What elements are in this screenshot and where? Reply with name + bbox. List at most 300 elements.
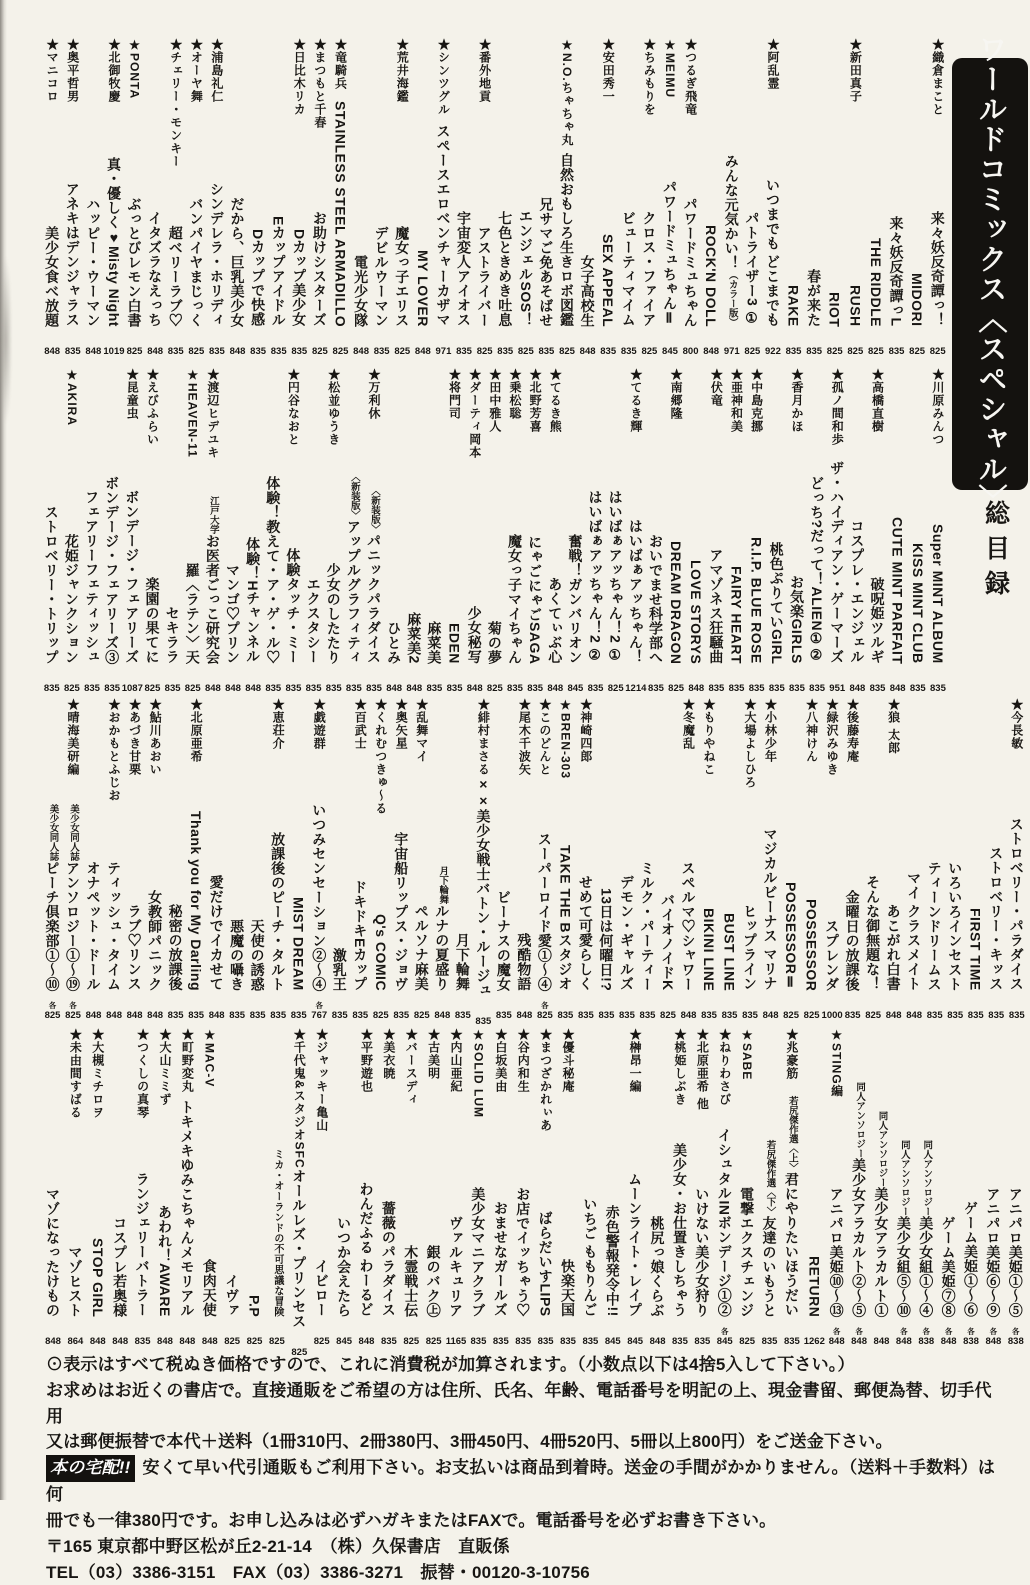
price (188, 991, 204, 1020)
author-name: ★シンツグル (436, 38, 451, 116)
book-title: 体験タッチ・ミー (285, 548, 302, 664)
book-title: ティーンドリームス (926, 860, 943, 991)
catalog-entry (485, 368, 505, 693)
price-value: 835 (560, 1335, 576, 1347)
catalog-entry (474, 38, 495, 356)
price (941, 1317, 957, 1346)
book-title: ヒップライン (742, 904, 759, 991)
price (381, 1317, 397, 1346)
book-title: 体験！教えて・ア・ゲ・ル♡ (265, 475, 282, 664)
catalog-entry (165, 698, 186, 1020)
price (547, 664, 563, 693)
price (660, 991, 676, 1020)
series-title: ワールドコミックス〈スペシャル〉 (974, 34, 1007, 514)
catalog-entry (42, 1028, 64, 1346)
catalog-entry (465, 368, 485, 693)
price-value: 835 (742, 1009, 758, 1021)
catalog-entry (827, 368, 847, 693)
price (366, 664, 382, 693)
book-title: アネキはデンジャラス (64, 182, 81, 327)
book-title: BUST LINE (721, 912, 738, 991)
book-title: アストライバー (476, 225, 493, 327)
author-name: ★乗松聡 (507, 368, 522, 420)
catalog-entry (870, 1028, 892, 1346)
price-value: 835 (270, 1009, 287, 1021)
book-title: 食肉天使 (201, 1259, 218, 1317)
author-name: ★番外地貢 (477, 38, 492, 103)
catalog-entry (606, 368, 626, 693)
price-value: 835 (270, 345, 287, 357)
catalog-entry (866, 38, 887, 356)
price-value: 1262 (803, 1335, 825, 1347)
catalog-entry (142, 368, 162, 693)
price (625, 664, 646, 693)
price (352, 991, 368, 1020)
price (868, 327, 884, 356)
price (447, 664, 463, 693)
price (106, 991, 122, 1020)
price-value: 835 (249, 1009, 266, 1021)
price-value: 835 (208, 345, 225, 357)
author-name: ★くれむつきゅ〜る (373, 698, 388, 815)
catalog-band-2 (42, 368, 948, 693)
catalog-entry (927, 38, 948, 356)
book-title: 魔女っ子エリス (394, 225, 411, 327)
price (804, 991, 820, 1020)
catalog-entry (893, 1028, 915, 1346)
catalog-entry (1006, 698, 1027, 1020)
price-value: 825 (739, 1335, 756, 1347)
price-value: 835 (291, 345, 308, 357)
price (202, 1317, 218, 1346)
catalog-entry (186, 38, 207, 356)
catalog-entry (424, 368, 444, 693)
price (874, 1317, 890, 1346)
catalog-entry (490, 1028, 512, 1346)
price-value: 835 (587, 682, 604, 694)
book-title: パワードミュちゃんⅡ (661, 180, 678, 327)
book-title: デビルウーマン (373, 225, 390, 327)
price (311, 991, 327, 1020)
price-value: 825 (486, 682, 503, 694)
price (668, 664, 684, 693)
price-value: 835 (761, 1335, 778, 1347)
book-title: パワードミュちゃん (682, 196, 699, 327)
price-value: 838 (963, 1335, 979, 1347)
author-name: ★恵荘介 (271, 698, 286, 750)
price (475, 998, 491, 1027)
book-title: ビューティマイム (620, 211, 637, 327)
price (487, 664, 503, 693)
price-each-label: 各 (541, 1001, 549, 1010)
title-prefix: 同人アンソロジー (854, 1081, 866, 1158)
catalog-entry (124, 698, 145, 1020)
book-title: 桃尻っ娘くらぶ (649, 1215, 666, 1317)
price (851, 1317, 867, 1346)
catalog-entry (445, 1028, 467, 1346)
catalog-entry (536, 38, 557, 356)
catalog-entry (824, 38, 845, 356)
price (650, 1317, 666, 1346)
catalog-entry (183, 368, 203, 693)
price (245, 664, 261, 693)
book-title: ゲーム美姫⑦⑧ (940, 1215, 957, 1317)
price (557, 991, 573, 1020)
title-prefix: 若尻傑作選〈下〉 (764, 1139, 776, 1216)
book-title: FAIRY HEART (728, 565, 745, 664)
price (744, 327, 760, 356)
author-name: ★織倉まこと (930, 38, 945, 116)
author-name: ★神崎四郎 (578, 698, 593, 763)
book-title: いつか会えたら (336, 1215, 353, 1317)
catalog-entry (62, 368, 82, 693)
catalog-entry (87, 1028, 109, 1346)
book-title: RETURN (806, 1255, 823, 1317)
book-title: 江戸大学お医者ごっこ研究会 (204, 495, 221, 664)
price-value: 835 (1008, 1009, 1025, 1021)
book-title: 女教師パニック (147, 889, 164, 991)
catalog-entry (404, 368, 424, 693)
book-title: MIDORI (909, 273, 926, 327)
price-value: 848 (985, 1335, 1002, 1347)
catalog-entry (454, 38, 475, 356)
author-name: ★てるき輝 (628, 368, 643, 433)
price-value: 835 (869, 682, 886, 694)
book-title: エクスタシー (305, 577, 322, 664)
price-value: 835 (454, 1009, 471, 1021)
book-title: 少女秘写 (466, 606, 483, 664)
book-title: シンデレラ・ホリディ (208, 182, 225, 327)
catalog-entry (960, 1028, 982, 1346)
author-name: ★あづき甘栗 (127, 698, 142, 776)
catalog-entry (42, 38, 63, 356)
price (762, 1317, 778, 1346)
price-value: 835 (620, 345, 637, 357)
catalog-entry (131, 1028, 153, 1346)
author-name: ★つくしの真琴 (135, 1028, 150, 1119)
catalog-entry (867, 368, 887, 693)
price (406, 664, 422, 693)
price (67, 1317, 83, 1346)
price (446, 1317, 467, 1346)
price-value: 825 (188, 345, 205, 357)
book-title: だから、巨乳美少女 (229, 196, 246, 327)
author-name: ★榊昂一編 (628, 1028, 643, 1093)
book-title: RUSH (847, 285, 864, 327)
author-name: ★田中雅人 (487, 368, 502, 433)
author-name: ★新田真子 (848, 38, 863, 103)
price (168, 991, 184, 1020)
author-name: ★てるき熊 (548, 368, 563, 433)
price-value: 922 (765, 345, 781, 357)
price-value: 825 (65, 1009, 81, 1021)
book-title: はいばぁアッちゃん！2 ① (607, 489, 624, 664)
catalog-entry (847, 368, 867, 693)
author-name: ★晴海美研編 (66, 698, 81, 776)
catalog-entry (928, 368, 948, 693)
price (688, 664, 704, 693)
author-name: ★北御牧慶 (106, 38, 121, 103)
catalog-entry (432, 698, 453, 1020)
price (346, 664, 362, 693)
author-name: ★狼 太郎 (886, 698, 901, 755)
price-value: 835 (527, 682, 544, 694)
price-value: 845 (716, 1335, 733, 1347)
price-value: 848 (353, 345, 369, 357)
book-title: オールレズ・プリンセス (291, 1168, 308, 1329)
catalog-entry (863, 698, 884, 1020)
catalog-entry (825, 1028, 847, 1346)
book-title: MY LOVER (414, 250, 431, 327)
author-name: ★N.O.ちゃちゃ丸 (560, 38, 575, 147)
price-value: 825 (425, 1335, 442, 1347)
book-title: 13日は何曜日!? (598, 887, 615, 991)
price-value: 848 (828, 1335, 845, 1347)
book-title: 菊の夢 (486, 620, 503, 664)
catalog-entry (1005, 1028, 1027, 1346)
catalog-entry (883, 698, 904, 1020)
price (889, 327, 905, 356)
book-title: ビーナスの魔女 (495, 889, 512, 991)
price (291, 991, 307, 1020)
price-value: 835 (134, 1335, 151, 1347)
author-name: ★冬魔乱 (681, 698, 696, 750)
book-title: そんな御無題な！ (865, 875, 882, 991)
author-name: ★阿乱霊 (765, 38, 780, 90)
price-value: 835 (988, 1009, 1005, 1021)
book-title: FIRST TIME (967, 908, 984, 991)
book-title: マジカルビーナス マリナ (762, 827, 779, 991)
price (269, 1317, 285, 1346)
catalog-entry (351, 38, 372, 356)
price (784, 1317, 800, 1346)
price (641, 327, 657, 356)
author-name: ★美衣暁 (381, 1028, 396, 1080)
author-name: ★今長敏 (1009, 698, 1024, 750)
price-value: 835 (947, 1009, 964, 1021)
catalog-entry (412, 698, 433, 1020)
author-name: ★まつもと千春 (312, 38, 327, 129)
price-value: 825 (517, 345, 534, 357)
price (809, 664, 825, 693)
book-title: ひとみ (386, 620, 403, 664)
title-prefix: 同人アンソロジー (876, 1110, 888, 1187)
catalog-entry (145, 698, 166, 1020)
catalog-entry (758, 1028, 780, 1346)
author-name: ★千代鬼&スタジオSFC (292, 1028, 307, 1169)
price-value: 848 (157, 1335, 173, 1347)
price (477, 327, 493, 356)
price-value: 835 (43, 682, 60, 694)
book-title: ××美少女戦士バトン・ルージュ (475, 776, 492, 998)
book-title: 宇宙変人アイオス (456, 211, 473, 327)
book-title: いろいろインセスト (947, 860, 964, 991)
price-value: 835 (492, 1335, 509, 1347)
price-value: 845 (336, 1335, 353, 1347)
author-name: ★伏竜 (709, 368, 724, 407)
price-value: 835 (104, 682, 121, 694)
book-title: 兄サマご免あそばせ (538, 196, 555, 327)
book-title: ペルソナ麻美 (413, 904, 430, 991)
book-title: 美少女・お仕置きしちゃう (671, 1143, 688, 1317)
author-name: ★北野芳喜 (528, 368, 543, 433)
book-title: RIOT (826, 291, 843, 327)
price-each-label: 各 (855, 1327, 863, 1336)
catalog-entry (848, 1028, 870, 1346)
price-value: 835 (305, 682, 322, 694)
book-title: Super MINT ALBUM (929, 524, 946, 664)
price (403, 1317, 419, 1346)
price (455, 991, 471, 1020)
book-title: クロス・ファイア (641, 211, 658, 327)
price (804, 1317, 825, 1346)
price (434, 991, 450, 1020)
catalog-entry (63, 698, 84, 1020)
author-name: ★日比木リカ (292, 38, 307, 116)
price-value: 835 (325, 682, 342, 694)
price-value: 848 (386, 682, 403, 694)
price (247, 1317, 263, 1346)
price-value: 845 (627, 1335, 644, 1347)
catalog-entry (176, 1028, 198, 1346)
book-title: ムーンライト・レイプ (627, 1172, 644, 1317)
catalog-entry (154, 1028, 176, 1346)
catalog-entry (577, 38, 598, 356)
book-title: ボンデージ・フェアリーズ (124, 490, 141, 664)
price (890, 664, 906, 693)
catalog-entry (221, 1028, 243, 1346)
price-value: 825 (372, 1009, 389, 1021)
author-name: ★尾木千波矢 (517, 698, 532, 776)
author-name: ★つるぎ飛竜 (683, 38, 698, 116)
footer-order-line-1: お求めはお近くの書店で。直接通販をご希望の方は住所、氏名、年齢、電話番号を明記の上、現金書留、郵便為替、切手代用 (46, 1380, 992, 1426)
book-title: 羅〈ラテン〉天 (184, 562, 201, 664)
catalog-entry (619, 38, 640, 356)
price-value: 825 (332, 345, 349, 357)
price (314, 1317, 330, 1346)
book-title: マゾになったけもの (45, 1186, 61, 1317)
price-value: 1214 (625, 682, 647, 694)
author-name: ★白坂美由 (493, 1028, 508, 1093)
author-name: ★奥矢星 (394, 698, 409, 750)
price (179, 1317, 195, 1346)
book-title: 同人アンソロジー美少女組⑤〜⑩ (895, 1139, 912, 1317)
author-name: ★未由間すばる (68, 1028, 83, 1119)
price (722, 991, 738, 1020)
catalog-entry (82, 368, 102, 693)
catalog-band-3 (42, 698, 1027, 1027)
catalog-entry (514, 698, 535, 1020)
price (497, 327, 513, 356)
price-value: 848 (179, 1335, 196, 1347)
price-each-label: 各 (1012, 1327, 1020, 1336)
price-value: 825 (607, 682, 624, 694)
book-title: にゃごにゃごSAGA (527, 534, 544, 664)
author-name: ★町野変丸 (180, 1028, 195, 1093)
book-title: 同人アンソロジー美少女アラカルト②〜⑤ (851, 1081, 868, 1317)
book-title: イビロー (313, 1259, 330, 1317)
price (527, 664, 543, 693)
catalog-entry (268, 698, 289, 1020)
author-name: ★チェリー・モンキー (168, 38, 183, 168)
price (145, 664, 161, 693)
price (829, 664, 845, 693)
book-title: ストロベリー・キッス (988, 846, 1005, 991)
price (930, 664, 946, 693)
book-title: 秘密の放課後 (167, 904, 184, 991)
catalog-entry (64, 1028, 86, 1346)
author-name: ★MAC-V (202, 1028, 217, 1088)
catalog-entry (145, 38, 166, 356)
author-name: ★北原亜希 他 (695, 1028, 710, 1111)
price (467, 664, 483, 693)
price-value: 835 (748, 682, 765, 694)
book-title: はいばぁアッちゃん！ (627, 519, 644, 664)
title-prefix: 〈新装版〉 (348, 471, 360, 519)
price-value: 825 (803, 1009, 820, 1021)
price-value: 835 (507, 682, 523, 694)
price-value: 825 (867, 345, 884, 357)
book-title: 天使の誘惑 (249, 918, 266, 991)
catalog-entry (310, 38, 331, 356)
book-title: ばらだいすLIPS (537, 1211, 554, 1317)
book-title: いつみセンセーション②〜④ (311, 802, 328, 991)
price-value: 835 (380, 1335, 397, 1347)
author-name: ★ねりわさび (717, 1028, 732, 1106)
price (906, 991, 922, 1020)
catalog-entry (626, 368, 646, 693)
book-title: 桃色ぷりていGIRL (768, 541, 785, 664)
catalog-entry (371, 38, 392, 356)
price-value: 835 (909, 682, 926, 694)
catalog-entry (227, 38, 248, 356)
price-value: 835 (515, 1335, 532, 1347)
book-title: アニパロ美姫①〜⑤ (1007, 1186, 1024, 1317)
price-value: 835 (694, 1335, 711, 1347)
price-value: 825 (313, 1335, 330, 1347)
price (968, 991, 984, 1020)
price (683, 327, 699, 356)
catalog-entry (804, 38, 825, 356)
book-title: 若尻傑作選〈上〉君にやりたいほうだい (783, 1096, 800, 1317)
title-prefix: 〈新装版〉 (368, 486, 380, 534)
price-value: 835 (331, 1009, 348, 1021)
catalog-entry (557, 1028, 579, 1346)
catalog-entry (617, 698, 638, 1020)
price-value: 825 (394, 345, 411, 357)
price-value: 825 (63, 682, 80, 694)
footer-delivery-text-1: 安くて早い代引通販もご利用下さい。お支払いは商品到着時。送金の手間がかかりません。（送料＋手数料）は何 (46, 1458, 996, 1505)
catalog-entry (104, 698, 125, 1020)
catalog-entry (719, 698, 740, 1020)
price (312, 327, 328, 356)
price-value: 835 (229, 1009, 246, 1021)
price-value: 848 (44, 345, 61, 357)
price-value: 848 (45, 1335, 61, 1347)
catalog-subtitle: 総目録 (981, 500, 1010, 605)
price-value: 835 (783, 1335, 800, 1347)
price-value: 971 (435, 345, 452, 357)
catalog-entry (598, 38, 619, 356)
price (44, 327, 60, 356)
book-title: STAINLESS STEEL ARMADILLO (332, 100, 349, 327)
price (122, 664, 143, 693)
price-each-label: 各 (989, 1327, 998, 1336)
price-value: 835 (967, 1009, 984, 1021)
book-title: 美少女同人誌アンソロジー①〜⑲ (65, 803, 82, 991)
price-value: 848 (208, 1009, 225, 1021)
catalog-entry (767, 368, 787, 693)
